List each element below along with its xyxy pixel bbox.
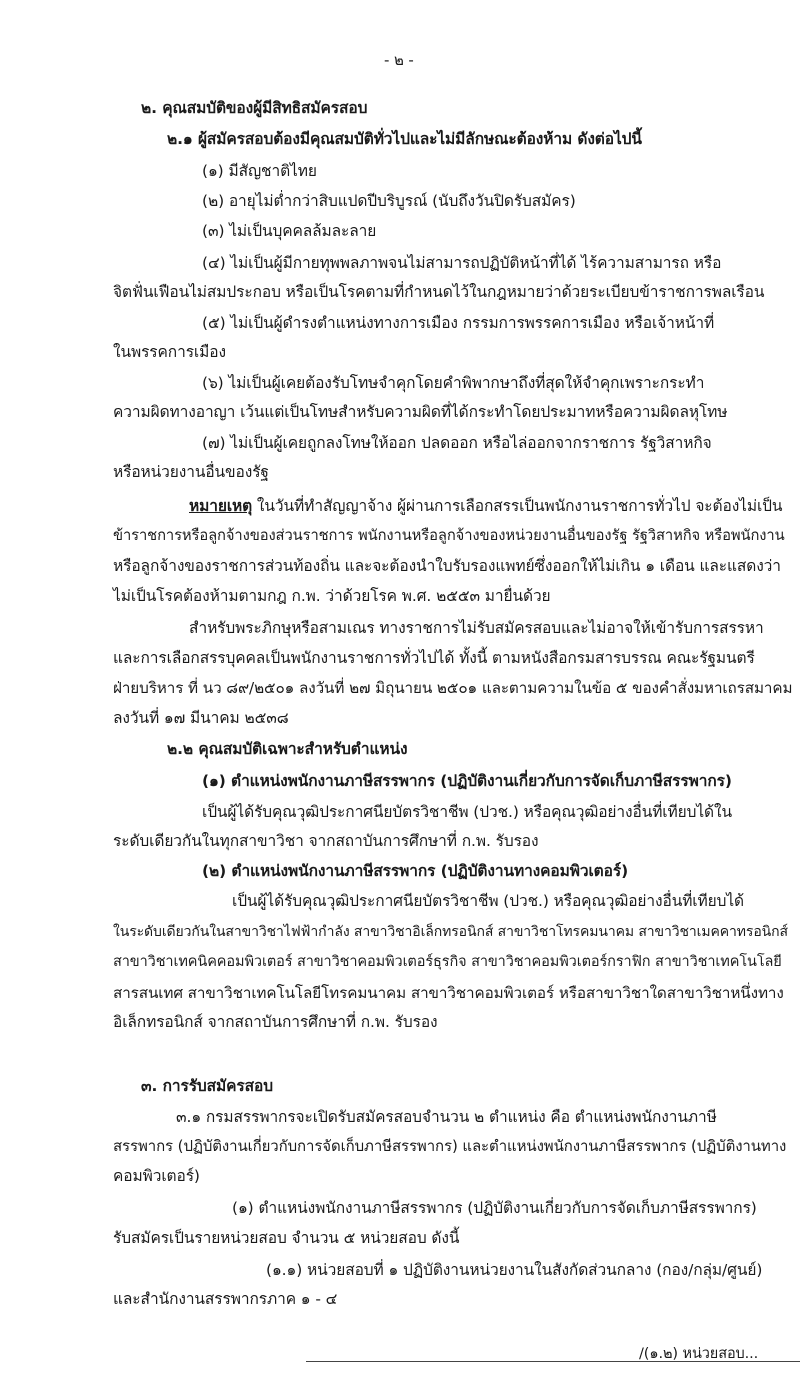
- position-1-heading: (๑) ตำแหน่งพนักงานภาษีสรรพากร (ปฏิบัติงานเกี่ยวกับการจัดเก็บภาษีสรรพากร): [202, 772, 732, 790]
- monk-paragraph-line: และการเลือกสรรบุคคลเป็นพนักงานราชการทั่วไปได้ ทั้งนี้ ตามหนังสือกรมสารบรรณ คณะรัฐมนตรี: [113, 649, 755, 667]
- note-label: หมายเหตุ: [189, 497, 253, 515]
- qualification-item: (๒) อายุไม่ต่ำกว่าสิบแปดปีบริบูรณ์ (นับถึงวันปิดรับสมัคร): [202, 192, 576, 210]
- note-text: ในวันที่ทำสัญญาจ้าง ผู้ผ่านการเลือกสรรเป็นพนักงานราชการทั่วไป จะต้องไม่เป็น: [252, 497, 783, 515]
- position-2-line: เป็นผู้ได้รับคุณวุฒิประกาศนียบัตรวิชาชีพ (ปวช.) หรือคุณวุฒิอย่างอื่นที่เทียบได้: [232, 892, 745, 910]
- section-3-1-line: ๓.๑ กรมสรรพากรจะเปิดรับสมัครสอบจำนวน ๒ ตำแหน่ง คือ ตำแหน่งพนักงานภาษี: [176, 1108, 717, 1126]
- qualification-item: (๖) ไม่เป็นผู้เคยต้องรับโทษจำคุกโดยคำพิพากษาถึงที่สุดให้จำคุกเพราะกระทำ: [202, 374, 705, 392]
- section-3-1-line: สรรพากร (ปฏิบัติงานเกี่ยวกับการจัดเก็บภาษีสรรพากร) และตำแหน่งพนักงานภาษีสรรพากร (ปฏิบัติงานทาง: [113, 1137, 787, 1155]
- exam-unit-1-line: (๑.๑) หน่วยสอบที่ ๑ ปฏิบัติงานหน่วยงานในสังกัดส่วนกลาง (กอง/กลุ่ม/ศูนย์): [266, 1261, 763, 1279]
- section-3-1-line: คอมพิวเตอร์): [113, 1167, 200, 1185]
- position-1-line: ระดับเดียวกันในทุกสาขาวิชา จากสถาบันการศึกษาที่ ก.พ. รับรอง: [113, 832, 539, 850]
- exam-unit-1-line: และสำนักงานสรรพากรภาค ๑ - ๔: [113, 1290, 338, 1308]
- qualification-item-cont: จิตฟั่นเฟือนไม่สมประกอบ หรือเป็นโรคตามที่กำหนดไว้ในกฎหมายว่าด้วยระเบียบข้าราชการพลเรือน: [113, 283, 765, 301]
- qualification-item: (๗) ไม่เป็นผู้เคยถูกลงโทษให้ออก ปลดออก หรือไล่ออกจากราชการ รัฐวิสาหกิจ: [202, 434, 712, 452]
- page-number: - ๒ -: [384, 51, 414, 69]
- note-line: หรือลูกจ้างของราชการส่วนท้องถิ่น และจะต้องนำใบรับรองแพทย์ซึ่งออกให้ไม่เกิน ๑ เดือน และแสดงว่า: [113, 557, 781, 575]
- continuation-marker: /(๑.๒) หน่วยสอบ...: [639, 1346, 759, 1362]
- position-2-line: สารสนเทศ สาขาวิชาเทคโนโลยีโทรคมนาคม สาขาวิชาคอมพิวเตอร์ หรือสาขาวิชาใดสาขาวิชาหนึ่งทาง: [113, 984, 784, 1002]
- monk-paragraph-line: ลงวันที่ ๑๗ มีนาคม ๒๕๓๘: [113, 709, 289, 727]
- monk-paragraph-line: สำหรับพระภิกษุหรือสามเณร ทางราชการไม่รับสมัครสอบและไม่อาจให้เข้ารับการสรรหา: [189, 619, 764, 637]
- note-line: ไม่เป็นโรคต้องห้ามตามกฎ ก.พ. ว่าด้วยโรค พ.ศ. ๒๕๕๓ มายื่นด้วย: [113, 587, 551, 605]
- section-3-position-1-line: รับสมัครเป็นรายหน่วยสอบ จำนวน ๕ หน่วยสอบ ดังนี้: [113, 1229, 460, 1247]
- section-3-heading: ๓. การรับสมัครสอบ: [141, 1077, 273, 1095]
- note-line: ข้าราชการหรือลูกจ้างของส่วนราชการ พนักงานหรือลูกจ้างของหน่วยงานอื่นของรัฐ รัฐวิสาหกิจ หรือพนักงาน: [113, 527, 785, 544]
- section-2-heading: ๒. คุณสมบัติของผู้มีสิทธิสมัครสอบ: [141, 99, 368, 117]
- qualification-item-cont: ในพรรคการเมือง: [113, 343, 226, 361]
- section-3-position-1-line: (๑) ตำแหน่งพนักงานภาษีสรรพากร (ปฏิบัติงานเกี่ยวกับการจัดเก็บภาษีสรรพากร): [232, 1199, 757, 1217]
- position-2-line: อิเล็กทรอนิกส์ จากสถาบันการศึกษาที่ ก.พ. รับรอง: [113, 1013, 438, 1031]
- position-2-heading: (๒) ตำแหน่งพนักงานภาษีสรรพากร (ปฏิบัติงานทางคอมพิวเตอร์): [202, 862, 629, 880]
- qualification-item: (๓) ไม่เป็นบุคคลล้มละลาย: [202, 222, 377, 240]
- qualification-item: (๑) มีสัญชาติไทย: [202, 162, 317, 180]
- qualification-item-cont: หรือหน่วยงานอื่นของรัฐ: [113, 463, 269, 481]
- position-2-line: สาขาวิชาเทคนิคคอมพิวเตอร์ สาขาวิชาคอมพิวเตอร์ธุรกิจ สาขาวิชาคอมพิวเตอร์กราฟิก สาขาวิชาเทคโนโลยี: [113, 954, 782, 970]
- qualification-item: (๔) ไม่เป็นผู้มีกายทุพพลภาพจนไม่สามารถปฏิบัติหน้าที่ได้ ไร้ความสามารถ หรือ: [202, 254, 722, 272]
- monk-paragraph-line: ฝ่ายบริหาร ที่ นว ๘๙/๒๕๐๑ ลงวันที่ ๒๗ มิถุนายน ๒๕๐๑ และตามความในข้อ ๕ ของคำสั่งมหาเถรสมาคม: [113, 679, 793, 697]
- section-2-2-heading: ๒.๒ คุณสมบัติเฉพาะสำหรับตำแหน่ง: [167, 740, 408, 758]
- position-2-line: ในระดับเดียวกันในสาขาวิชาไฟฟ้ากำลัง สาขาวิชาอิเล็กทรอนิกส์ สาขาวิชาโทรคมนาคม สาขาวิชาเมคคาทรอนิกส์: [113, 924, 788, 940]
- section-2-1-heading: ๒.๑ ผู้สมัครสอบต้องมีคุณสมบัติทั่วไปและไม่มีลักษณะต้องห้าม ดังต่อไปนี้: [167, 130, 642, 148]
- note-paragraph: [189, 494, 782, 518]
- footer-rule: [306, 1361, 800, 1362]
- qualification-item-cont: ความผิดทางอาญา เว้นแต่เป็นโทษสำหรับความผิดที่ได้กระทำโดยประมาทหรือความผิดลหุโทษ: [113, 403, 728, 421]
- qualification-item: (๕) ไม่เป็นผู้ดำรงตำแหน่งทางการเมือง กรรมการพรรคการเมือง หรือเจ้าหน้าที่: [202, 314, 715, 332]
- position-1-line: เป็นผู้ได้รับคุณวุฒิประกาศนียบัตรวิชาชีพ (ปวช.) หรือคุณวุฒิอย่างอื่นที่เทียบได้ใน: [202, 803, 732, 821]
